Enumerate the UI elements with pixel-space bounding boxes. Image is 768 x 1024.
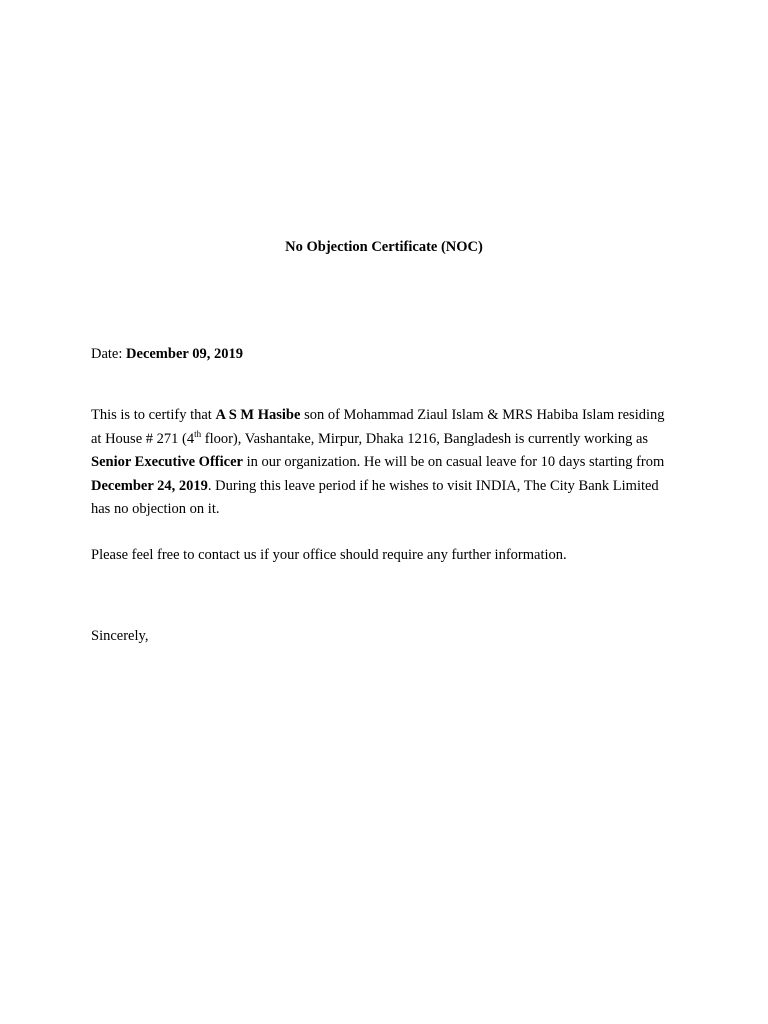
paragraph-line-5: [91, 498, 691, 522]
contact-paragraph: Please feel free to contact us if your office should require any further information.: [91, 547, 567, 563]
employee-designation: Senior Executive Officer: [91, 454, 243, 470]
closing-salutation: Sincerely,: [91, 628, 149, 644]
document-title: No Objection Certificate (NOC): [285, 239, 483, 255]
text-segment: has no objection on it.: [91, 501, 220, 517]
floor-superscript: th: [194, 428, 202, 439]
text-segment: . During this leave period if he wishes to visit INDIA, The City Bank Limited: [207, 477, 659, 494]
text-segment: in our organization. He will be on casual leave for 10 days starting from: [242, 454, 665, 470]
employee-name: A S M Hasibe: [215, 407, 301, 423]
date-label: Date:: [91, 346, 127, 362]
paragraph-line-2: [91, 428, 691, 452]
paragraph-line-3: [91, 451, 691, 475]
paragraph-line-4: [91, 475, 691, 499]
leave-start-date: December 24, 2019: [91, 477, 208, 494]
text-segment: son of Mohammad Ziaul Islam & MRS Habiba Islam residing: [300, 407, 665, 423]
text-segment: This is to certify that: [91, 407, 216, 423]
text-segment: floor), Vashantake, Mirpur, Dhaka 1216, Bangladesh is currently working as: [201, 430, 649, 447]
text-segment: at House # 271 (4: [91, 430, 195, 447]
certification-paragraph: [91, 404, 691, 522]
paragraph-line-1: [91, 404, 691, 428]
date-line: [91, 343, 691, 367]
date-value: December 09, 2019: [126, 346, 243, 362]
